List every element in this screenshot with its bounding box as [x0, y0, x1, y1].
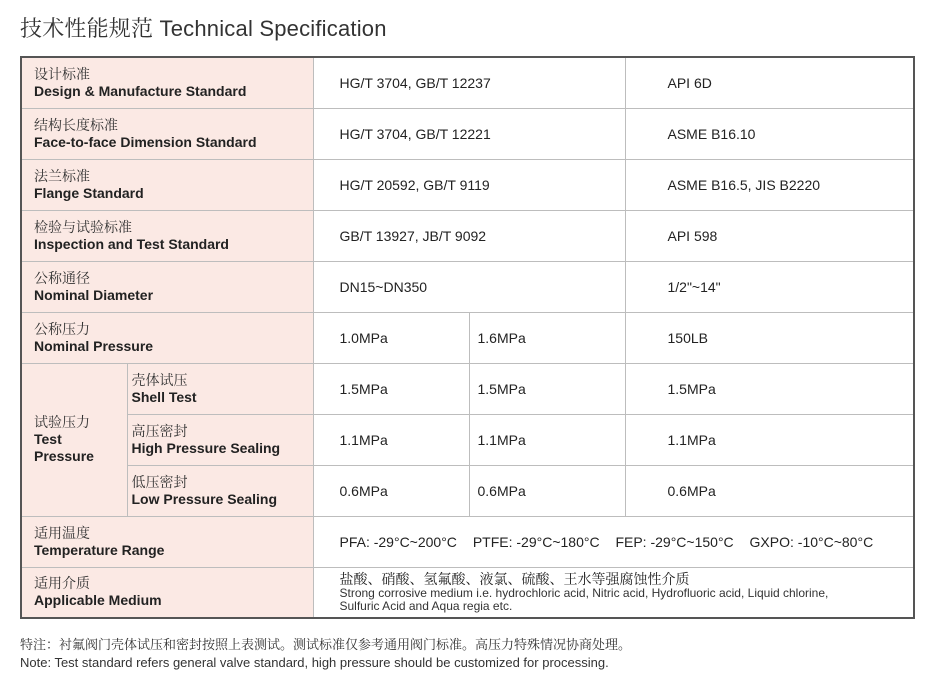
row-flange-standard — [21, 159, 914, 210]
value-high-2: 1.1MPa — [469, 414, 625, 465]
value-diameter-inch: 1/2"~14" — [625, 261, 914, 312]
page-title: 技术性能规范 Technical Specification — [20, 16, 387, 41]
value-shell-3: 1.5MPa — [625, 363, 914, 414]
label-shell-test: 壳体试压 Shell Test — [127, 363, 313, 414]
value-face-asme: ASME B16.10 — [625, 108, 914, 159]
label-low-pressure-sealing: 低压密封 Low Pressure Sealing — [127, 465, 313, 516]
row-applicable-medium — [21, 567, 914, 618]
value-face-gb: HG/T 3704, GB/T 12221 — [313, 108, 625, 159]
row-face-to-face — [21, 108, 914, 159]
row-inspection-standard — [21, 210, 914, 261]
value-shell-1: 1.5MPa — [313, 363, 469, 414]
value-pressure-1: 1.0MPa — [313, 312, 469, 363]
label-applicable-medium: 适用介质 Applicable Medium — [21, 567, 313, 618]
value-design-api: API 6D — [625, 57, 914, 108]
temp-pfa: PFA: -29°C~200°C — [339, 533, 457, 550]
note-en: Note: Test standard refers general valve standard, high pressure should be customized for processing. — [20, 655, 609, 670]
label-high-pressure-sealing: 高压密封 High Pressure Sealing — [127, 414, 313, 465]
label-temperature-range: 适用温度 Temperature Range — [21, 516, 313, 567]
label-face-to-face: 结构长度标准 Face-to-face Dimension Standard — [21, 108, 313, 159]
label-flange-standard: 法兰标准 Flange Standard — [21, 159, 313, 210]
value-design-gb: HG/T 3704, GB/T 12237 — [313, 57, 625, 108]
label-design-standard: 设计标准 Design & Manufacture Standard — [21, 57, 313, 108]
spec-table — [20, 56, 915, 619]
value-inspection-gb: GB/T 13927, JB/T 9092 — [313, 210, 625, 261]
value-low-3: 0.6MPa — [625, 465, 914, 516]
row-shell-test — [21, 363, 914, 414]
value-medium: 盐酸、硝酸、氢氟酸、液氯、硫酸、王水等强腐蚀性介质 Strong corrosive medium i.e. hydrochloric acid, Nitric acid, Hydrofluoric acid, Liquid chlorine, Sulfuric Acid and Aqua regia etc. — [313, 567, 914, 618]
label-nominal-pressure: 公称压力 Nominal Pressure — [21, 312, 313, 363]
value-low-2: 0.6MPa — [469, 465, 625, 516]
value-shell-2: 1.5MPa — [469, 363, 625, 414]
row-temperature-range — [21, 516, 914, 567]
label-nominal-diameter: 公称通径 Nominal Diameter — [21, 261, 313, 312]
value-flange-asme: ASME B16.5, JIS B2220 — [625, 159, 914, 210]
note-cn: 特注：衬氟阀门壳体试压和密封按照上表测试。测试标准仅参考通用阀门标准。高压力特殊情况协商处理。 — [20, 637, 632, 652]
value-temperature — [313, 516, 914, 567]
temp-ptfe: PTFE: -29°C~180°C — [472, 533, 600, 550]
value-high-1: 1.1MPa — [313, 414, 469, 465]
value-high-3: 1.1MPa — [625, 414, 914, 465]
value-inspection-api: API 598 — [625, 210, 914, 261]
value-pressure-2: 1.6MPa — [469, 312, 625, 363]
row-high-pressure-sealing — [21, 414, 914, 465]
temp-fep: FEP: -29°C~150°C — [615, 533, 734, 550]
value-diameter-dn: DN15~DN350 — [313, 261, 625, 312]
row-low-pressure-sealing — [21, 465, 914, 516]
temp-gxpo: GXPO: -10°C~80°C — [749, 533, 874, 550]
row-nominal-diameter — [21, 261, 914, 312]
row-nominal-pressure — [21, 312, 914, 363]
footnotes — [20, 636, 631, 672]
value-low-1: 0.6MPa — [313, 465, 469, 516]
label-inspection-standard: 检验与试验标准 Inspection and Test Standard — [21, 210, 313, 261]
label-test-pressure: 试验压力 Test Pressure — [21, 363, 127, 516]
value-flange-gb: HG/T 20592, GB/T 9119 — [313, 159, 625, 210]
value-pressure-3: 150LB — [625, 312, 914, 363]
row-design-standard — [21, 57, 914, 108]
